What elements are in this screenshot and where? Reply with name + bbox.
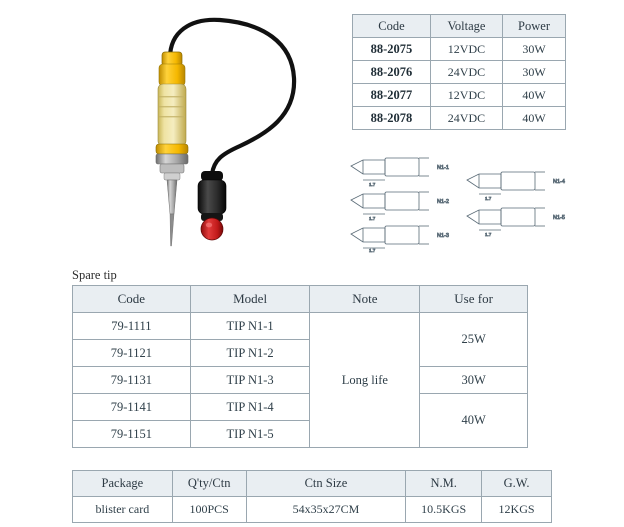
table-header-row [353,15,566,38]
spec-voltage: 12VDC [430,38,502,61]
spec-power: 30W [503,38,566,61]
table-row [73,313,528,340]
svg-text:1.7: 1.7 [369,248,376,253]
spec-code: 88-2075 [353,38,431,61]
handle-body [158,84,186,146]
package-qty: 100PCS [172,497,246,523]
spare-header-code: Code [73,286,191,313]
table-row [73,394,528,421]
spare-header-model: Model [190,286,310,313]
package-gw: 12KGS [482,497,552,523]
spec-header-code: Code [353,15,431,38]
spec-table [352,14,566,130]
tip-diagrams [345,148,620,253]
spec-power: 40W [503,84,566,107]
spare-model: TIP N1-3 [190,367,310,394]
svg-text:N1-2: N1-2 [437,199,449,205]
spare-tip-table [72,285,528,448]
spare-tip-section-label: Spare tip [72,268,117,282]
spare-note: Long life [310,313,420,448]
table-header-row [73,286,528,313]
spec-power: 40W [503,107,566,130]
tip-diagram-n1-2 [351,192,449,221]
spare-model: TIP N1-4 [190,394,310,421]
spec-voltage: 24VDC [430,61,502,84]
spare-header-note: Note [310,286,420,313]
package-value: blister card [73,497,173,523]
package-header-package: Package [73,471,173,497]
table-row [353,84,566,107]
tip-diagram-n1-1 [351,158,449,187]
svg-text:1.7: 1.7 [485,232,492,237]
spare-code: 79-1131 [73,367,191,394]
spare-model: TIP N1-5 [190,421,310,448]
handle-top-band [159,64,185,86]
table-header-row [73,471,552,497]
table-row [353,61,566,84]
svg-text:1.7: 1.7 [369,182,376,187]
table-row [353,38,566,61]
svg-text:1.7: 1.7 [369,216,376,221]
spec-voltage: 24VDC [430,107,502,130]
spare-tip-table-container [72,285,528,448]
iron-tip [170,214,174,246]
svg-text:1.7: 1.7 [485,196,492,201]
svg-text:N1-1: N1-1 [437,165,449,171]
spare-header-use-for: Use for [420,286,528,313]
spec-code: 88-2076 [353,61,431,84]
spare-use-for-30w: 30W [420,367,528,394]
power-cord-icon [170,20,294,174]
spare-code: 79-1121 [73,340,191,367]
spare-code: 79-1141 [73,394,191,421]
spec-voltage: 12VDC [430,84,502,107]
spec-header-power: Power [503,15,566,38]
spare-model: TIP N1-2 [190,340,310,367]
spare-model: TIP N1-1 [190,313,310,340]
table-row [73,367,528,394]
package-ctn-size: 54x35x27CM [246,497,406,523]
car-plug [198,171,226,240]
svg-text:N1-5: N1-5 [553,215,565,221]
svg-text:N1-4: N1-4 [553,179,565,185]
spec-code: 88-2077 [353,84,431,107]
spec-table-container [352,14,566,130]
iron-shaft [167,180,177,214]
package-table [72,470,552,523]
spec-header-voltage: Voltage [430,15,502,38]
package-header-qty: Q'ty/Ctn [172,471,246,497]
tip-diagram-n1-3 [351,226,449,253]
spare-code: 79-1151 [73,421,191,448]
metal-collar [156,154,188,180]
product-illustration [70,8,340,258]
package-header-nm: N.M. [406,471,482,497]
package-header-gw: G.W. [482,471,552,497]
package-nm: 10.5KGS [406,497,482,523]
table-row [73,497,552,523]
handle-lower-band [156,144,188,154]
svg-text:N1-3: N1-3 [437,233,449,239]
spare-use-for-25w: 25W [420,313,528,367]
tip-diagram-n1-4 [467,172,565,201]
spec-code: 88-2078 [353,107,431,130]
spec-power: 30W [503,61,566,84]
spare-code: 79-1111 [73,313,191,340]
spare-use-for-40w: 40W [420,394,528,448]
table-row [353,107,566,130]
package-table-container [72,470,552,523]
tip-diagram-n1-5 [467,208,565,237]
package-header-ctn-size: Ctn Size [246,471,406,497]
